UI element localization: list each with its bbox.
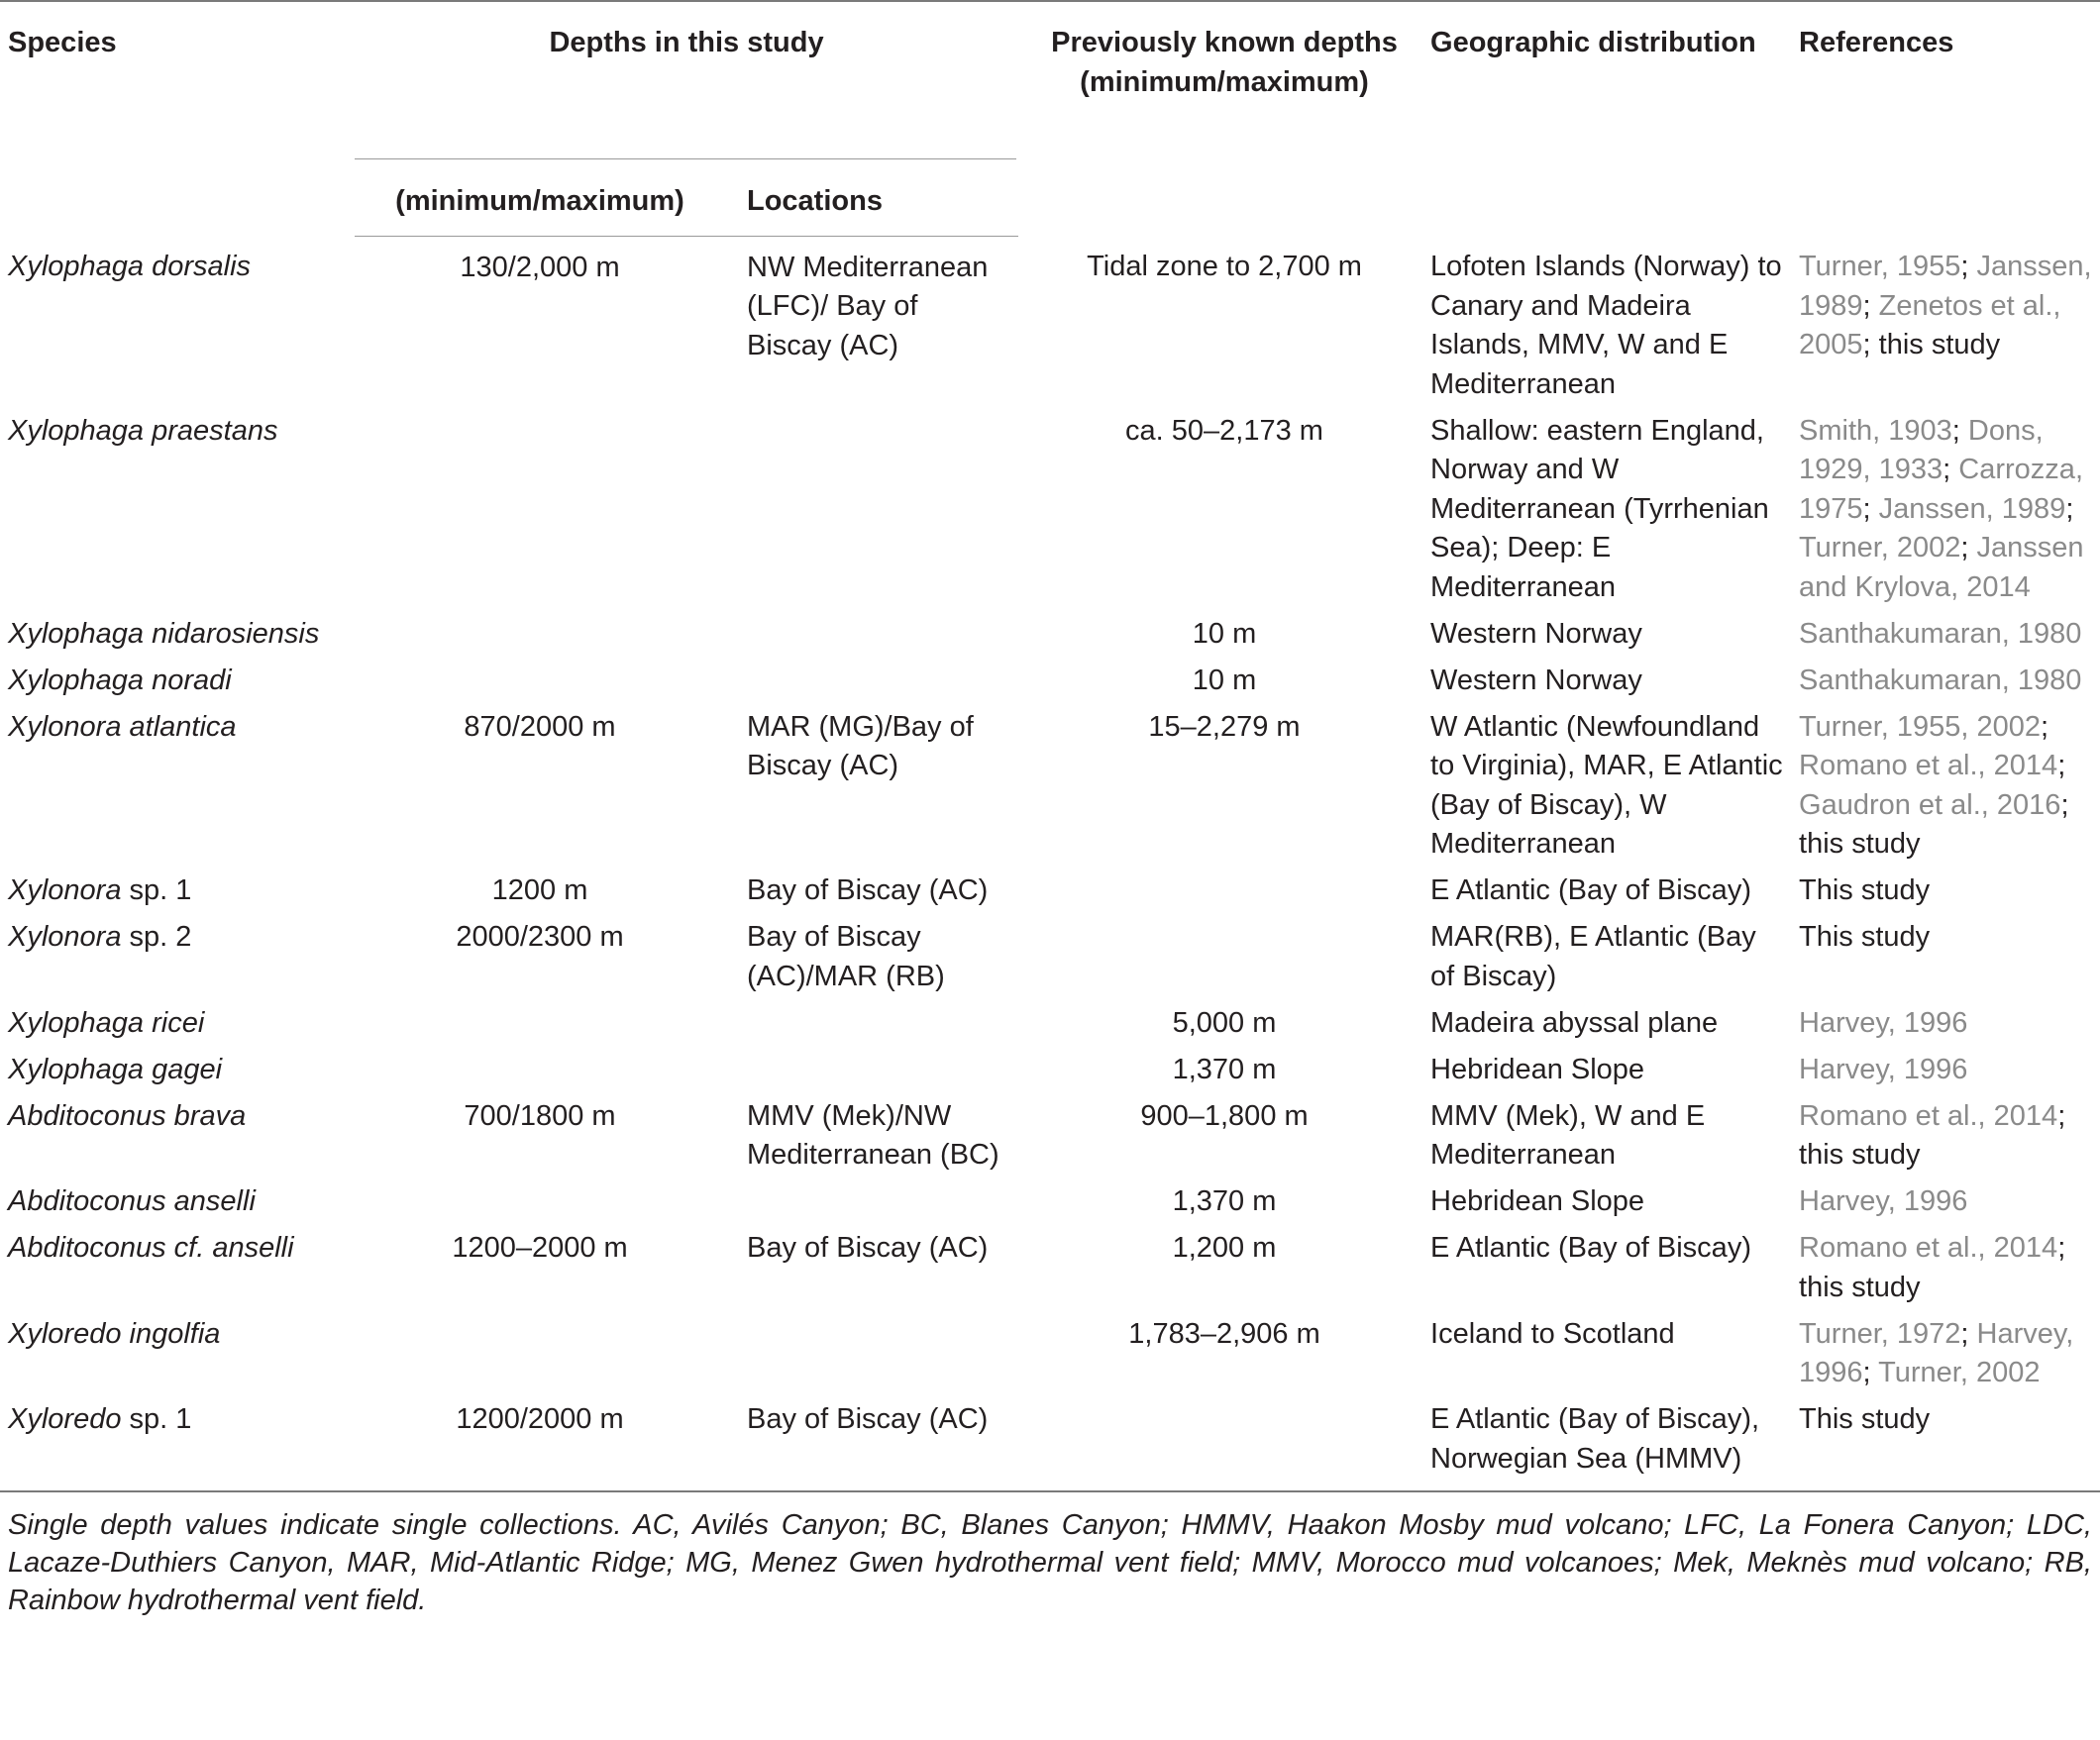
reference-text: This study (1799, 1403, 1931, 1435)
table-row (0, 662, 2100, 708)
references-cell (1799, 1400, 2100, 1491)
reference-text: ; (2057, 750, 2066, 781)
location-cell (725, 1182, 1018, 1229)
depths-group-rule (355, 158, 1016, 159)
previous-depth-cell: 15–2,279 m (1148, 710, 1301, 743)
depth-cell: 1200/2000 m (355, 1400, 725, 1491)
geographic-cell: Shallow: eastern England, Norway and W Mediterranean (Tyrrhenian Sea); Deep: E Mediterranean (1430, 414, 1769, 603)
depth-cell (355, 1051, 725, 1097)
location-cell (725, 1051, 1018, 1097)
reference-text: ; this study (1799, 788, 2069, 860)
previous-depth-cell (1018, 918, 1430, 1004)
references-cell (1799, 615, 2100, 662)
references-cell (1799, 412, 2100, 615)
table-row (0, 1051, 2100, 1097)
previous-depth-cell: 10 m (1192, 664, 1257, 696)
header-min-max: (minimum/maximum) (355, 158, 725, 236)
references-cell (1799, 236, 2100, 412)
location-cell: Bay of Biscay (AC)/MAR (RB) (747, 921, 945, 992)
header-references: References (1799, 1, 2100, 236)
species-name: Xylophaga gagei (8, 1053, 223, 1085)
header-geographic-distribution: Geographic distribution (1430, 1, 1799, 236)
references-cell (1799, 1097, 2100, 1183)
reference-link[interactable]: Harvey, 1996 (1799, 1006, 1968, 1039)
reference-text: ; this study (1799, 1232, 2066, 1303)
geographic-cell: E Atlantic (Bay of Biscay), Norwegian Sea (HMMV) (1430, 1400, 1799, 1491)
location-cell: Bay of Biscay (AC) (747, 874, 989, 906)
species-name: Abditoconus cf. anselli (8, 1232, 294, 1264)
table-row (0, 1097, 2100, 1183)
species-cell (0, 871, 355, 918)
species-cell (0, 1004, 355, 1051)
species-cell (0, 1315, 355, 1401)
species-epithet: sp. 1 (121, 874, 192, 906)
species-name: Xylophaga dorsalis (8, 251, 252, 282)
references-cell (1799, 1051, 2100, 1097)
reference-text: This study (1799, 874, 1931, 906)
table-footnote: Single depth values indicate single collections. AC, Avilés Canyon; BC, Blanes Canyon; HMMV, Haakon Mosby mud volcano; LFC, La Fonera Canyon; LDC, Lacaze-Duthiers Canyon, MAR, Mid-Atlantic Ridge; MG, Menez Gwen hydrothermal vent field; MMV, Morocco mud volcanoes; Mek, Meknès mud volcano; RB, Rainbow hydrothermal vent field. (8, 1509, 2092, 1616)
species-cell (0, 1400, 355, 1491)
reference-text: ; (1862, 492, 1879, 525)
reference-link[interactable]: Harvey, 1996 (1799, 1053, 1968, 1085)
previous-depth-cell: Tidal zone to 2,700 m (1087, 251, 1362, 282)
reference-text: ; (1862, 1357, 1879, 1388)
previous-depth-cell: 5,000 m (1172, 1006, 1277, 1039)
depth-cell: 1200–2000 m (452, 1232, 628, 1264)
geographic-cell: MAR(RB), E Atlantic (Bay of Biscay) (1430, 921, 1756, 992)
geographic-cell: Lofoten Islands (Norway) to Canary and Madeira Islands, MMV, W and E Mediterranean (1430, 251, 1782, 400)
location-cell (725, 1315, 1018, 1401)
species-cell (0, 708, 355, 872)
depth-cell (355, 1315, 725, 1401)
table-row (0, 918, 2100, 1004)
references-cell (1799, 1229, 2100, 1315)
geographic-cell: Hebridean Slope (1430, 1053, 1645, 1085)
reference-link[interactable]: Janssen, 1989 (1799, 251, 2092, 322)
location-cell (725, 1004, 1018, 1051)
previous-depth-cell (1018, 871, 1430, 918)
header-species: Species (0, 1, 355, 236)
previous-depth-cell (1018, 1400, 1430, 1491)
depth-cell (355, 615, 725, 662)
species-name: Abditoconus brava (8, 1099, 247, 1132)
previous-depth-cell: 10 m (1192, 617, 1257, 650)
previous-depth-cell: 1,200 m (1172, 1232, 1277, 1264)
table-row (0, 615, 2100, 662)
reference-link[interactable]: Turner, 1955 (1799, 251, 1961, 282)
table-row (0, 412, 2100, 615)
depth-cell (355, 412, 725, 615)
references-cell (1799, 708, 2100, 872)
references-cell (1799, 1182, 2100, 1229)
depth-cell: 1200 m (491, 874, 588, 906)
references-cell (1799, 918, 2100, 1004)
table-row (0, 1229, 2100, 1315)
table-row (0, 1004, 2100, 1051)
previous-depth-cell: 900–1,800 m (1140, 1099, 1309, 1132)
reference-link[interactable]: Santhakumaran, 1980 (1799, 617, 2082, 650)
table-row (0, 1315, 2100, 1401)
location-cell: Bay of Biscay (AC) (747, 1232, 989, 1264)
reference-text: This study (1799, 921, 1931, 953)
reference-link[interactable]: Romano et al., 2014 (1799, 1232, 2058, 1264)
species-cell (0, 236, 355, 412)
depth-cell (355, 1004, 725, 1051)
previous-depth-cell: 1,783–2,906 m (1128, 1317, 1320, 1350)
species-name: Abditoconus anselli (8, 1185, 256, 1217)
species-name: Xylophaga nidarosiensis (8, 617, 320, 650)
geographic-cell: Hebridean Slope (1430, 1185, 1645, 1217)
table-row (0, 236, 2100, 412)
reference-link[interactable]: Turner, 1972 (1799, 1317, 1961, 1350)
reference-text: ; this study (1799, 1099, 2066, 1171)
reference-text: ; (2065, 492, 2074, 525)
table-row (0, 1400, 2100, 1491)
header-locations: Locations (725, 158, 1018, 236)
geographic-cell: E Atlantic (Bay of Biscay) (1430, 874, 1751, 906)
species-name: Xylonora atlantica (8, 710, 237, 743)
reference-link[interactable]: Gaudron et al., 2016 (1799, 788, 2061, 821)
reference-link[interactable]: Harvey, 1996 (1799, 1317, 2074, 1388)
geographic-cell: E Atlantic (Bay of Biscay) (1430, 1232, 1751, 1264)
depth-cell: 2000/2300 m (456, 921, 624, 953)
location-cell: Bay of Biscay (AC) (725, 1400, 1018, 1491)
reference-link[interactable]: Smith, 1903 (1799, 414, 1952, 447)
depth-cell (355, 662, 725, 708)
reference-link[interactable]: Janssen and Krylova, 2014 (1799, 532, 2084, 603)
reference-link[interactable]: Dons, 1929, 1933 (1799, 414, 2044, 485)
location-cell: MAR (MG)/Bay of Biscay (AC) (747, 710, 974, 781)
reference-text: ; this study (1862, 329, 2001, 360)
reference-text: ; (1960, 532, 1977, 563)
table-row (0, 708, 2100, 872)
species-name: Xyloredo (8, 1403, 122, 1435)
references-cell (1799, 662, 2100, 708)
species-cell (0, 1229, 355, 1315)
reference-link[interactable]: Turner, 1955, 2002 (1799, 710, 2042, 743)
reference-link[interactable]: Romano et al., 2014 (1799, 1099, 2058, 1132)
previous-depth-cell: ca. 50–2,173 m (1125, 414, 1323, 447)
reference-link[interactable]: Zenetos et al., 2005 (1799, 289, 2061, 360)
species-name: Xylophaga noradi (8, 664, 232, 696)
location-cell: NW Mediterranean (LFC)/ Bay of Biscay (AC) (747, 251, 989, 361)
species-cell (0, 1097, 355, 1183)
species-epithet: sp. 1 (121, 1403, 192, 1435)
species-name: Xylophaga ricei (8, 1006, 205, 1039)
previous-depth-cell: 1,370 m (1172, 1053, 1277, 1085)
species-cell (0, 412, 355, 615)
species-cell (0, 1182, 355, 1229)
species-name: Xylophaga praestans (8, 414, 278, 447)
geographic-cell: W Atlantic (Newfoundland to Virginia), MAR, E Atlantic (Bay of Biscay), W Mediterranean (1430, 710, 1783, 860)
references-cell (1799, 1004, 2100, 1051)
location-cell: MMV (Mek)/NW Mediterranean (BC) (747, 1099, 999, 1171)
reference-text: ; (1951, 414, 1968, 447)
reference-text: ; (1862, 289, 1879, 322)
species-epithet: sp. 2 (121, 921, 192, 953)
references-cell (1799, 1315, 2100, 1401)
species-name: Xylonora (8, 874, 122, 906)
depth-cell: 700/1800 m (464, 1099, 616, 1132)
table-body (0, 236, 2100, 1491)
geographic-cell: Western Norway (1430, 617, 1642, 650)
reference-link[interactable]: Turner, 2002 (1799, 532, 1961, 563)
reference-link[interactable]: Santhakumaran, 1980 (1799, 664, 2082, 696)
reference-text: ; (1960, 1317, 1977, 1350)
reference-link[interactable]: Turner, 2002 (1878, 1357, 2041, 1388)
table-row (0, 1182, 2100, 1229)
reference-link[interactable]: Carrozza, 1975 (1799, 454, 2083, 525)
species-cell (0, 918, 355, 1004)
geographic-cell: Madeira abyssal plane (1430, 1006, 1719, 1039)
species-cell (0, 615, 355, 662)
reference-text: ; (2041, 710, 2049, 743)
references-cell (1799, 871, 2100, 918)
geographic-cell: Western Norway (1430, 664, 1642, 696)
reference-text: ; (1960, 251, 1977, 282)
header-previously-known-depths: Previously known depths (minimum/maximum) (1018, 1, 1430, 236)
geographic-cell: Iceland to Scotland (1430, 1317, 1675, 1350)
depth-cell: 130/2,000 m (460, 251, 620, 283)
reference-text: ; (1942, 454, 1959, 485)
species-name: Xylonora (8, 921, 122, 953)
species-name: Xyloredo ingolfia (8, 1317, 221, 1350)
previous-depth-cell: 1,370 m (1172, 1185, 1277, 1217)
reference-link[interactable]: Romano et al., 2014 (1799, 750, 2058, 781)
depth-cell: 870/2000 m (464, 710, 616, 743)
location-cell (725, 412, 1018, 615)
header-depths-in-study: Depths in this study (355, 1, 1018, 158)
reference-link[interactable]: Harvey, 1996 (1799, 1185, 1968, 1217)
species-cell (0, 1051, 355, 1097)
table-row (0, 871, 2100, 918)
location-cell (725, 662, 1018, 708)
location-cell (725, 615, 1018, 662)
reference-link[interactable]: Janssen, 1989 (1878, 492, 2066, 525)
geographic-cell: MMV (Mek), W and E Mediterranean (1430, 1099, 1706, 1171)
species-cell (0, 662, 355, 708)
depth-cell (355, 1182, 725, 1229)
